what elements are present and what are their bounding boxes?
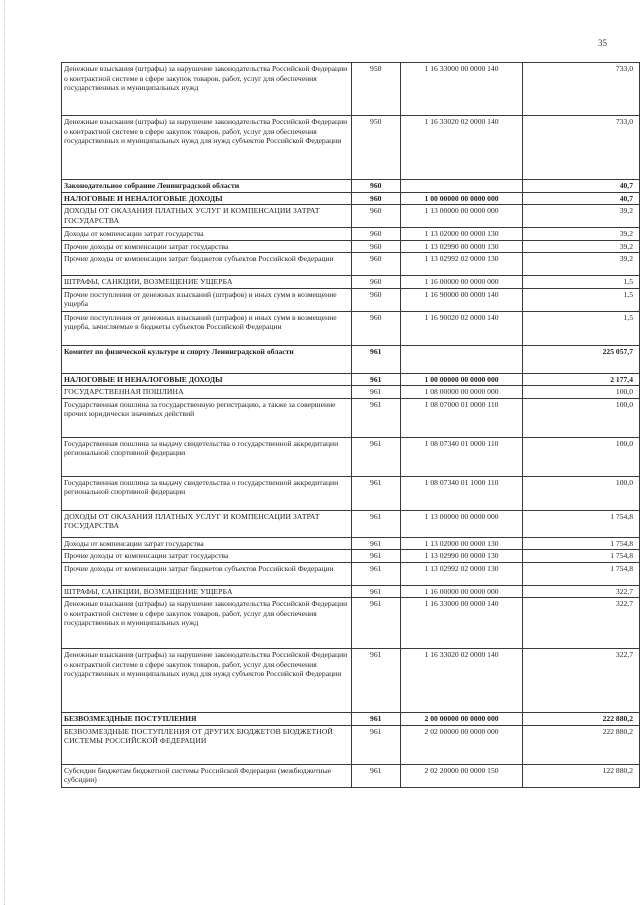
amount-cell: 1 754,8 (523, 562, 640, 585)
admin-code-cell: 950 (351, 116, 400, 180)
admin-code-cell: 961 (351, 585, 400, 598)
budget-code-cell (400, 345, 522, 373)
budget-code-cell: 1 08 07340 01 1000 110 (400, 476, 522, 510)
budget-code-cell: 1 08 07000 01 0000 110 (400, 398, 522, 437)
revenue-name-cell: ГОСУДАРСТВЕННАЯ ПОШЛИНА (62, 386, 352, 399)
admin-code-cell: 961 (351, 550, 400, 563)
admin-code-cell: 960 (351, 240, 400, 253)
budget-code-cell: 1 00 00000 00 0000 000 (400, 373, 522, 386)
revenue-name-cell: Прочие поступления от денежных взысканий (штрафов) и иных сумм в возмещение ущерба, зачисляемые в бюджеты субъектов Российской Федерации (62, 311, 352, 345)
revenue-name-cell: НАЛОГОВЫЕ И НЕНАЛОГОВЫЕ ДОХОДЫ (62, 192, 352, 205)
table-row (62, 228, 640, 241)
table-row (62, 550, 640, 563)
budget-code-cell: 1 16 00000 00 0000 000 (400, 585, 522, 598)
amount-cell: 39,2 (523, 253, 640, 276)
table-row (62, 311, 640, 345)
revenue-name-cell: ШТРАФЫ, САНКЦИИ, ВОЗМЕЩЕНИЕ УЩЕРБА (62, 276, 352, 289)
table-row (62, 537, 640, 550)
amount-cell: 222 880,2 (523, 725, 640, 764)
amount-cell: 100,0 (523, 437, 640, 476)
table-row (62, 116, 640, 180)
revenue-name-cell: Прочие поступления от денежных взысканий (штрафов) и иных сумм в возмещение ущерба (62, 288, 352, 311)
table-row (62, 373, 640, 386)
budget-code-cell: 1 16 33000 00 0000 140 (400, 63, 522, 116)
admin-code-cell: 961 (351, 437, 400, 476)
revenue-name-cell: Законодательное собрание Ленинградской области (62, 180, 352, 193)
table-row (62, 764, 640, 787)
budget-code-cell: 1 16 00000 00 0000 000 (400, 276, 522, 289)
revenue-name-cell: Денежные взыскания (штрафы) за нарушение законодательства Российской Федерации о контрактной системе в сфере закупок товаров, работ, услуг для обеспечения государственных и муниципальных нужд (62, 63, 352, 116)
revenue-name-cell: ШТРАФЫ, САНКЦИИ, ВОЗМЕЩЕНИЕ УЩЕРБА (62, 585, 352, 598)
revenue-name-cell: БЕЗВОЗМЕЗДНЫЕ ПОСТУПЛЕНИЯ ОТ ДРУГИХ БЮДЖЕТОВ БЮДЖЕТНОЙ СИСТЕМЫ РОССИЙСКОЙ ФЕДЕРАЦИИ (62, 725, 352, 764)
budget-code-cell: 1 08 07340 01 0000 110 (400, 437, 522, 476)
amount-cell: 40,7 (523, 180, 640, 193)
admin-code-cell: 961 (351, 764, 400, 787)
table-row (62, 725, 640, 764)
admin-code-cell: 961 (351, 649, 400, 713)
admin-code-cell: 961 (351, 510, 400, 537)
admin-code-cell: 961 (351, 713, 400, 726)
budget-code-cell: 1 13 02000 00 0000 130 (400, 537, 522, 550)
table-row (62, 510, 640, 537)
revenue-name-cell: Денежные взыскания (штрафы) за нарушение законодательства Российской Федерации о контрактной системе в сфере закупок товаров, работ, услуг для обеспечения государственных и муниципальных нужд для нужд субъектов Российской Федерации (62, 116, 352, 180)
admin-code-cell: 960 (351, 311, 400, 345)
table-row (62, 398, 640, 437)
admin-code-cell: 961 (351, 598, 400, 649)
admin-code-cell: 960 (351, 276, 400, 289)
table-row (62, 240, 640, 253)
admin-code-cell: 961 (351, 725, 400, 764)
budget-code-cell: 1 13 02000 00 0000 130 (400, 228, 522, 241)
admin-code-cell: 961 (351, 476, 400, 510)
table-row (62, 192, 640, 205)
amount-cell: 39,2 (523, 228, 640, 241)
amount-cell: 1,5 (523, 288, 640, 311)
revenue-name-cell: ДОХОДЫ ОТ ОКАЗАНИЯ ПЛАТНЫХ УСЛУГ И КОМПЕНСАЦИИ ЗАТРАТ ГОСУДАРСТВА (62, 205, 352, 228)
budget-code-cell (400, 180, 522, 193)
revenue-name-cell: Денежные взыскания (штрафы) за нарушение законодательства Российской Федерации о контрактной системе в сфере закупок товаров, работ, услуг для обеспечения государственных и муниципальных нужд (62, 598, 352, 649)
admin-code-cell: 961 (351, 537, 400, 550)
table-row (62, 713, 640, 726)
budget-code-cell: 1 16 33020 02 0000 140 (400, 116, 522, 180)
amount-cell: 39,2 (523, 240, 640, 253)
table-row (62, 437, 640, 476)
admin-code-cell: 960 (351, 228, 400, 241)
table-row (62, 585, 640, 598)
amount-cell: 1 754,8 (523, 550, 640, 563)
budget-code-cell: 1 13 00000 00 0000 000 (400, 510, 522, 537)
amount-cell: 2 177,4 (523, 373, 640, 386)
amount-cell: 1,5 (523, 276, 640, 289)
table-row (62, 253, 640, 276)
budget-code-cell: 2 02 20000 00 0000 150 (400, 764, 522, 787)
amount-cell: 39,2 (523, 205, 640, 228)
amount-cell: 1,5 (523, 311, 640, 345)
amount-cell: 100,0 (523, 476, 640, 510)
admin-code-cell: 961 (351, 345, 400, 373)
table-row (62, 288, 640, 311)
budget-code-cell: 1 16 33000 00 0000 140 (400, 598, 522, 649)
revenue-name-cell: Прочие доходы от компенсации затрат государства (62, 240, 352, 253)
budget-code-cell: 2 00 00000 00 0000 000 (400, 713, 522, 726)
table-row (62, 386, 640, 399)
revenue-name-cell: БЕЗВОЗМЕЗДНЫЕ ПОСТУПЛЕНИЯ (62, 713, 352, 726)
admin-code-cell: 961 (351, 386, 400, 399)
budget-code-cell: 1 16 90000 00 0000 140 (400, 288, 522, 311)
revenue-name-cell: Доходы от компенсации затрат государства (62, 537, 352, 550)
revenue-name-cell: ДОХОДЫ ОТ ОКАЗАНИЯ ПЛАТНЫХ УСЛУГ И КОМПЕНСАЦИИ ЗАТРАТ ГОСУДАРСТВА (62, 510, 352, 537)
revenue-name-cell: Государственная пошлина за государственную регистрацию, а также за совершение прочих юридически значимых действий (62, 398, 352, 437)
amount-cell: 322,7 (523, 598, 640, 649)
table-row (62, 476, 640, 510)
revenue-name-cell: Комитет по физической культуре и спорту Ленинградской области (62, 345, 352, 373)
admin-code-cell: 961 (351, 398, 400, 437)
budget-code-cell: 1 08 00000 00 0000 000 (400, 386, 522, 399)
budget-code-cell: 1 13 02990 00 0000 130 (400, 550, 522, 563)
admin-code-cell: 961 (351, 373, 400, 386)
revenue-name-cell: Доходы от компенсации затрат государства (62, 228, 352, 241)
amount-cell: 222 880,2 (523, 713, 640, 726)
admin-code-cell: 960 (351, 192, 400, 205)
budget-code-cell: 1 16 90020 02 0000 140 (400, 311, 522, 345)
budget-code-cell: 1 00 00000 00 0000 000 (400, 192, 522, 205)
admin-code-cell: 960 (351, 253, 400, 276)
revenue-name-cell: Прочие доходы от компенсации затрат государства (62, 550, 352, 563)
revenue-name-cell: Государственная пошлина за выдачу свидетельства о государственной аккредитации региональной спортивной федерации (62, 476, 352, 510)
table-row (62, 205, 640, 228)
table-row (62, 649, 640, 713)
amount-cell: 40,7 (523, 192, 640, 205)
budget-code-cell: 1 13 02990 00 0000 130 (400, 240, 522, 253)
amount-cell: 1 754,8 (523, 537, 640, 550)
admin-code-cell: 960 (351, 205, 400, 228)
revenue-name-cell: Государственная пошлина за выдачу свидетельства о государственной аккредитации региональной спортивной федерации (62, 437, 352, 476)
table-row (62, 63, 640, 116)
table-row (62, 345, 640, 373)
table-row (62, 180, 640, 193)
amount-cell: 100,0 (523, 386, 640, 399)
revenue-name-cell: Прочие доходы от компенсации затрат бюджетов субъектов Российской Федерации (62, 253, 352, 276)
amount-cell: 322,7 (523, 585, 640, 598)
amount-cell: 733,0 (523, 63, 640, 116)
revenue-name-cell: НАЛОГОВЫЕ И НЕНАЛОГОВЫЕ ДОХОДЫ (62, 373, 352, 386)
table-body (62, 63, 640, 788)
page-number: 35 (598, 38, 607, 48)
amount-cell: 225 057,7 (523, 345, 640, 373)
budget-code-cell: 1 13 02992 02 0000 130 (400, 253, 522, 276)
budget-code-cell: 1 16 33020 02 0000 140 (400, 649, 522, 713)
budget-code-cell: 1 13 00000 00 0000 000 (400, 205, 522, 228)
budget-code-cell: 1 13 02992 02 0000 130 (400, 562, 522, 585)
table-row (62, 598, 640, 649)
table-row (62, 562, 640, 585)
admin-code-cell: 961 (351, 562, 400, 585)
amount-cell: 733,0 (523, 116, 640, 180)
amount-cell: 100,0 (523, 398, 640, 437)
revenue-name-cell: Прочие доходы от компенсации затрат бюджетов субъектов Российской Федерации (62, 562, 352, 585)
amount-cell: 322,7 (523, 649, 640, 713)
table-row (62, 276, 640, 289)
amount-cell: 1 754,8 (523, 510, 640, 537)
budget-code-cell: 2 02 00000 00 0000 000 (400, 725, 522, 764)
admin-code-cell: 960 (351, 288, 400, 311)
admin-code-cell: 950 (351, 63, 400, 116)
budget-revenue-table (61, 62, 640, 788)
revenue-name-cell: Денежные взыскания (штрафы) за нарушение законодательства Российской Федерации о контрактной системе в сфере закупок товаров, работ, услуг для обеспечения государственных и муниципальных нужд для нужд субъектов Российской Федерации (62, 649, 352, 713)
revenue-name-cell: Субсидии бюджетам бюджетной системы Российской Федерации (межбюджетные субсидии) (62, 764, 352, 787)
amount-cell: 122 880,2 (523, 764, 640, 787)
admin-code-cell: 960 (351, 180, 400, 193)
scan-edge (4, 0, 6, 905)
